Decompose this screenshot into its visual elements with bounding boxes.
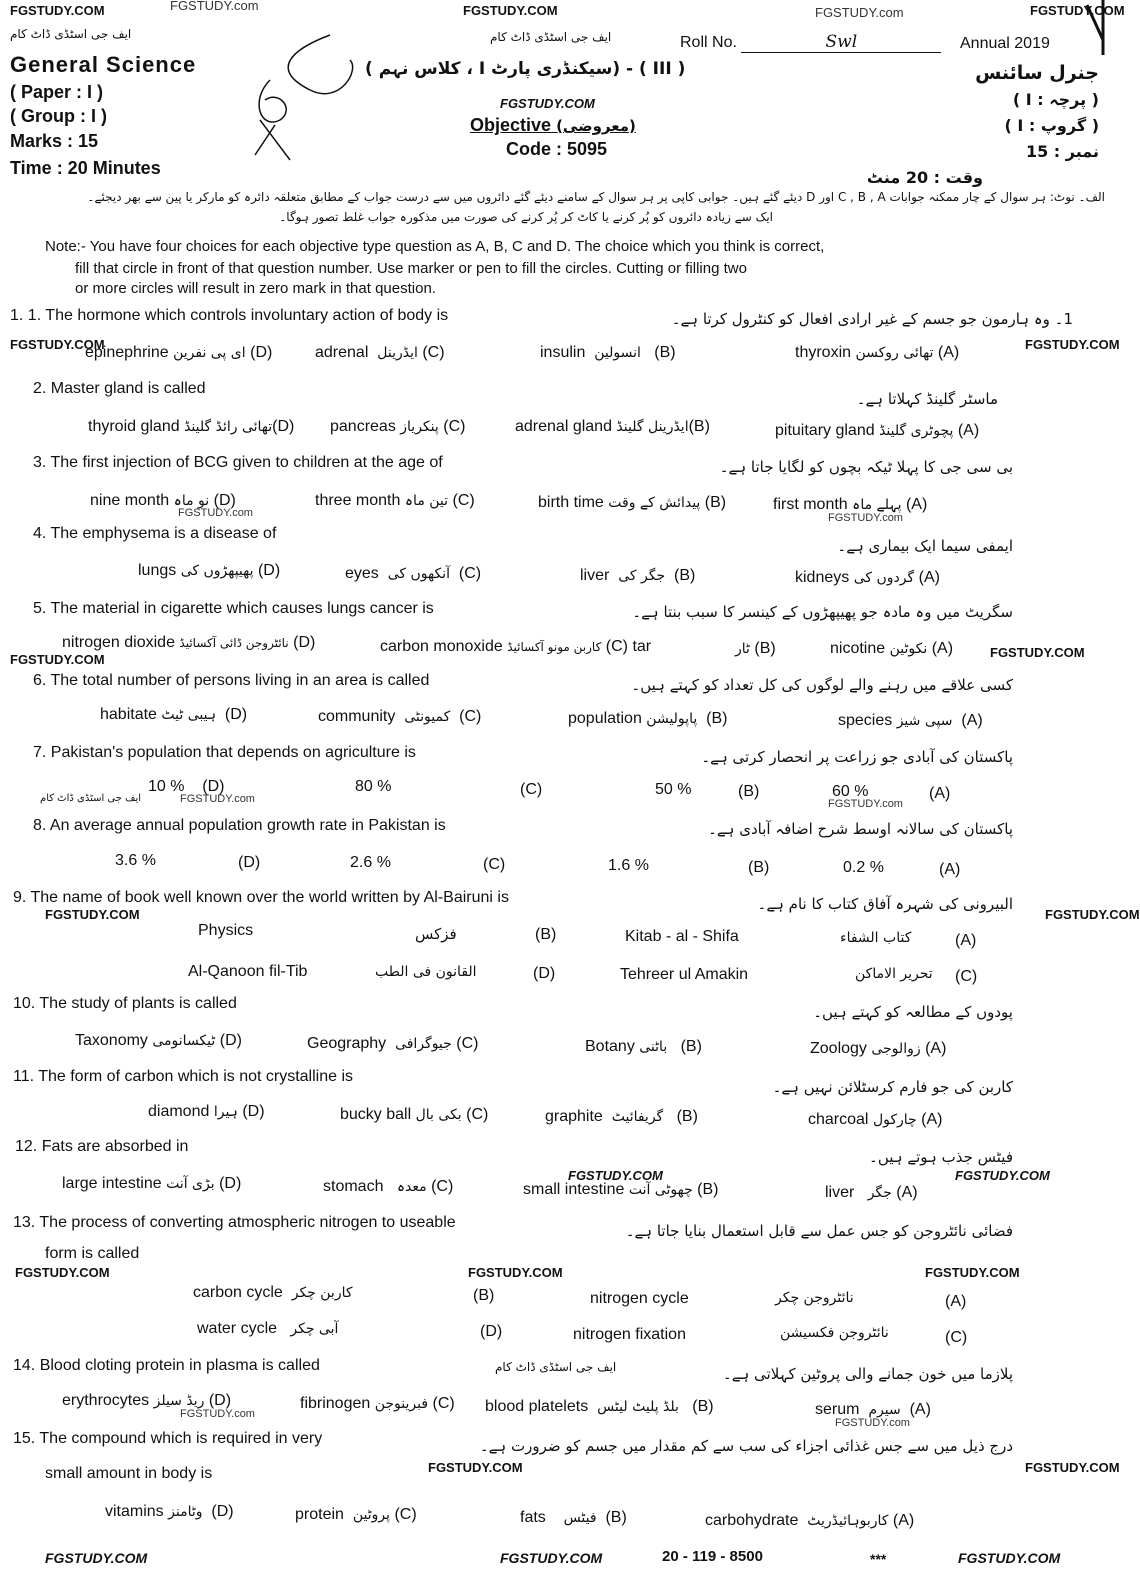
question-10-urdu: پودوں کے مطالعہ کو کہتے ہیں۔ [813, 1003, 1013, 1021]
q8-option-c: 2.6 % [350, 854, 391, 871]
q2-option-b: adrenal gland ایڈرینل گلینڈ(B) [515, 418, 710, 435]
footer-watermark-center: FGSTUDY.COM [500, 1550, 603, 1566]
note-urdu-line-2: ایک سے زیادہ دائروں کو پُر کرنے یا کاٹ کر پُر کرنے کی صورت میں مذکورہ جواب غلط تصور ہوگا۔ [279, 210, 773, 224]
urdu-watermark-left: ایف جی اسٹڈی ڈاٹ کام [10, 27, 132, 41]
q8-label-c: (C) [483, 856, 506, 873]
q3-option-b: birth time پیدائش کے وقت (B) [538, 494, 727, 511]
question-4: 4. The emphysema is a disease of [33, 525, 277, 542]
q1-option-b: insulin انسولین (B) [540, 344, 676, 361]
q13-option-b: carbon cycle کاربن چکر [193, 1284, 353, 1301]
q9-option-b: Physics [198, 922, 254, 939]
watermark: FGSTUDY.COM [990, 645, 1085, 660]
watermark-top-right-thin: FGSTUDY.com [815, 5, 904, 20]
q2-option-a: pituitary gland پچوٹری گلینڈ (A) [775, 422, 980, 439]
note-en-line-3: or more circles will result in zero mark in that question. [75, 280, 436, 297]
question-8-urdu: پاکستان کی سالانہ اوسط شرح اضافہ آبادی ہے۔ [708, 820, 1013, 838]
footer-stars: *** [870, 1551, 887, 1567]
q9-option-d-urdu: القانون فی الطب [375, 964, 477, 980]
question-6: 6. The total number of persons living in an area is called [33, 672, 430, 689]
question-15-urdu: درج ذیل میں سے جس غذائی اجزاء کی سب سے کم مقدار میں جسم کو ضرورت ہے۔ [479, 1437, 1013, 1455]
q13-label-b: (B) [473, 1287, 495, 1304]
marks-label: Marks : 15 [10, 131, 99, 151]
watermark: FGSTUDY.COM [15, 1265, 110, 1280]
question-13-urdu: فضائی نائٹروجن کو جس عمل سے قابل استعمال بنایا جاتا ہے۔ [625, 1222, 1013, 1240]
question-5-urdu: سگریٹ میں وہ مادہ جو پھیپھڑوں کے کینسر کا سبب بنتا ہے۔ [632, 603, 1013, 621]
q9-label-a: (A) [955, 932, 977, 949]
time-label-urdu: وقت : 20 منٹ [866, 168, 983, 187]
question-2-urdu: ماسٹر گلینڈ کہلاتا ہے۔ [856, 390, 998, 408]
footer-paper-code: 20 - 119 - 8500 [662, 1548, 763, 1565]
class-label-urdu: ( III ) - (سیکنڈری پارٹ I ، کلاس نہم ) [365, 59, 686, 79]
q1-option-d: epinephrine ای پی نفرین (D) [85, 344, 273, 361]
q13-option-a-urdu: نائٹروجن چکر [775, 1290, 854, 1306]
q14-option-a: serum سیرم (A) [815, 1401, 931, 1418]
q6-option-a: species سپی شیز (A) [838, 712, 983, 729]
question-1-urdu: 1۔ وہ ہارمون جو جسم کے غیر ارادی افعال کو کنٹرول کرتا ہے۔ [671, 310, 1073, 328]
watermark: FGSTUDY.COM [468, 1265, 563, 1280]
q6-option-d: habitate ہیبی ٹیٹ (D) [100, 706, 248, 723]
q2-option-d: thyroid gland تھائی رائڈ گلینڈ(D) [88, 418, 295, 435]
q12-option-c: stomach معدہ (C) [323, 1178, 454, 1195]
q11-option-d: diamond ہیرا (D) [148, 1103, 265, 1120]
watermark-top-right: FGSTUDY.COM [1030, 3, 1125, 18]
q13-label-d: (D) [480, 1323, 503, 1340]
watermark: FGSTUDY.com [180, 793, 255, 805]
q15-option-b: fats فیٹس (B) [520, 1509, 627, 1526]
q1-option-a: thyroxin تھائی روکسن (A) [795, 344, 960, 361]
q9-option-c: Tehreer ul Amakin [620, 966, 749, 983]
subject-title: General Science [10, 52, 197, 77]
watermark: FGSTUDY.COM [1025, 337, 1120, 352]
q9-label-b: (B) [535, 926, 557, 943]
q13-option-a: nitrogen cycle [590, 1290, 689, 1307]
q10-option-b: Botany باٹنی (B) [585, 1038, 702, 1055]
q13-label-a: (A) [945, 1293, 967, 1310]
watermark: FGSTUDY.com [828, 798, 903, 810]
q12-option-d: large intestine بڑی آنت (D) [62, 1175, 242, 1192]
paper-label-urdu: ( پرچہ : I ) [1012, 90, 1099, 109]
roll-label: Roll No. [680, 34, 737, 51]
q8-label-b: (B) [748, 859, 770, 876]
q11-option-b: graphite گریفائیٹ (B) [545, 1108, 698, 1125]
q8-label-d: (D) [238, 854, 261, 871]
question-9-urdu: البیرونی کی شہرہ آفاق کتاب کا نام ہے۔ [757, 895, 1013, 913]
code-label: Code : 5095 [506, 139, 608, 159]
question-15-cont: small amount in body is [45, 1465, 213, 1482]
q6-option-c: community کمیونٹی (C) [318, 708, 482, 725]
q9-label-c: (C) [955, 968, 978, 985]
question-6-urdu: کسی علاقے میں رہنے والے لوگوں کی کل تعداد کو کہتے ہیں۔ [631, 676, 1013, 694]
q3-option-c: three month تین ماہ (C) [315, 492, 475, 509]
q14-option-b: blood platelets بلڈ پلیٹ لیٹس (B) [485, 1398, 714, 1415]
q3-option-d: nine month نو ماہ (D) [90, 492, 236, 509]
watermark: FGSTUDY.com [180, 1408, 255, 1420]
watermark: FGSTUDY.COM [568, 1168, 663, 1183]
time-label: Time : 20 Minutes [10, 158, 161, 178]
urdu-watermark-center: ایف جی اسٹڈی ڈاٹ کام [490, 30, 612, 44]
q5-option-c: carbon monoxide کاربن مونو آکسائیڈ (C) tar [380, 638, 652, 655]
group-label-urdu: ( گروپ : I ) [1004, 116, 1099, 135]
strike-mark-icon [1085, 0, 1107, 60]
q12-option-b: small intestine چھوٹی آنت (B) [523, 1181, 719, 1198]
question-7-urdu: پاکستان کی آبادی جو زراعت پر انحصار کرتی ہے۔ [701, 748, 1013, 766]
watermark: FGSTUDY.COM [428, 1460, 523, 1475]
question-15: 15. The compound which is required in very [13, 1430, 323, 1447]
watermark: FGSTUDY.COM [1025, 1460, 1120, 1475]
q7-label-c: (C) [520, 781, 543, 798]
q7-option-a: 60 % [832, 783, 869, 800]
q9-option-d: Al-Qanoon fil-Tib [188, 963, 308, 980]
question-10: 10. The study of plants is called [13, 995, 237, 1012]
paper-label: ( Paper : I ) [10, 82, 104, 102]
q4-option-a: kidneys گردوں کی (A) [795, 569, 940, 586]
watermark: FGSTUDY.COM [45, 907, 140, 922]
question-12: 12. Fats are absorbed in [15, 1138, 189, 1155]
question-11-urdu: کاربن کی جو فارم کرسٹلائن نہیں ہے۔ [772, 1078, 1013, 1096]
question-13-cont: form is called [45, 1245, 140, 1262]
watermark: FGSTUDY.com [835, 1417, 910, 1429]
watermark: FGSTUDY.COM [955, 1168, 1050, 1183]
watermark-top-center-left: FGSTUDY.com [170, 0, 259, 13]
section-label: Objective (معروضی) [470, 115, 636, 135]
note-urdu-line-1: الف۔ نوٹ: ہر سوال کے چار ممکنہ جوابات C , B , A اور D دیئے گئے ہیں۔ جوابی کاپی پر ہر سوال کے سامنے دیئے گئے دائروں میں سے درست جواب کے مطابق متعلقہ دائرہ کو مارکر یا پین سے بھر دیجئے۔ [87, 190, 1105, 204]
q15-option-c: protein پروٹین (C) [295, 1506, 417, 1523]
watermark: FGSTUDY.com [178, 507, 253, 519]
q14-option-c: fibrinogen فبرینوجن (C) [300, 1395, 455, 1412]
q10-option-d: Taxonomy ٹیکسانومی (D) [75, 1032, 242, 1049]
note-en-line-2: fill that circle in front of that question number. Use marker or pen to fill the circles. Cutting or filling two [75, 260, 747, 277]
subject-title-urdu: جنرل سائنس [975, 62, 1099, 84]
question-2: 2. Master gland is called [33, 380, 206, 397]
q8-label-a: (A) [939, 861, 961, 878]
q2-option-c: pancreas پنکریاز (C) [330, 418, 466, 435]
q10-option-a: Zoology زوالوجی (A) [810, 1040, 947, 1057]
q15-option-a: carbohydrate کاربوہائیڈریٹ (A) [705, 1512, 915, 1529]
question-13: 13. The process of converting atmospheric nitrogen to useable [13, 1214, 456, 1231]
q4-option-b: liver جگر کی (B) [580, 567, 696, 584]
q9-label-d: (D) [533, 965, 556, 982]
q7-label-b: (B) [738, 783, 760, 800]
q4-option-c: eyes آنکھوں کی (C) [345, 565, 482, 582]
watermark-top-left: FGSTUDY.COM [10, 3, 105, 18]
q8-option-d: 3.6 % [115, 852, 156, 869]
question-5: 5. The material in cigarette which causes lungs cancer is [33, 600, 434, 617]
q6-option-b: population پاپولیشن (B) [568, 710, 728, 727]
question-8: 8. An average annual population growth rate in Pakistan is [33, 817, 446, 834]
question-7: 7. Pakistan's population that depends on agriculture is [33, 744, 416, 761]
q9-option-a-urdu: کتاب الشفاء [840, 930, 912, 946]
q8-option-a: 0.2 % [843, 859, 884, 876]
question-12-urdu: فیٹس جذب ہوتے ہیں۔ [869, 1148, 1013, 1166]
q7-option-d: 10 % (D) [148, 778, 225, 795]
q5-option-b: ٹار (B) [735, 640, 776, 657]
footer-watermark-left: FGSTUDY.COM [45, 1550, 148, 1566]
question-1: 1. 1. The hormone which controls involuntary action of body is [10, 307, 449, 324]
q7-option-b: 50 % [655, 781, 692, 798]
urdu-watermark: ایف جی اسٹڈی ڈاٹ کام [495, 1360, 617, 1374]
q7-option-c: 80 % [355, 778, 392, 795]
q3-option-a: first month پہلے ماہ (A) [773, 496, 928, 513]
watermark-top-center: FGSTUDY.COM [463, 3, 558, 18]
q13-option-c-urdu: نائٹروجن فکسیشن [780, 1325, 889, 1341]
q13-option-d: water cycle آبی چکر [197, 1320, 339, 1337]
question-3: 3. The first injection of BCG given to children at the age of [33, 454, 443, 471]
q13-option-c: nitrogen fixation [573, 1326, 686, 1343]
q5-option-d: nitrogen dioxide نائٹروجن ڈائی آکسائیڈ (D) [62, 634, 316, 651]
watermark: FGSTUDY.COM [10, 652, 105, 667]
watermark: FGSTUDY.COM [925, 1265, 1020, 1280]
question-14-urdu: پلازما میں خون جمانے والی پروٹین کہلاتی ہے۔ [722, 1365, 1013, 1383]
q1-option-c: adrenal ایڈرینل (C) [315, 344, 445, 361]
q12-option-a: liver جگر (A) [825, 1184, 918, 1201]
watermark-header-mid: FGSTUDY.COM [500, 96, 595, 111]
question-14: 14. Blood cloting protein in plasma is called [13, 1357, 320, 1374]
q11-option-c: bucky ball بکی بال (C) [340, 1106, 489, 1123]
q14-option-d: erythrocytes ریڈ سیلز (D) [62, 1392, 232, 1409]
q9-option-b-urdu: فزکس [415, 925, 457, 943]
question-9: 9. The name of book well known over the world written by Al-Bairuni is [13, 889, 509, 906]
urdu-watermark: ایف جی اسٹڈی ڈاٹ کام [40, 793, 142, 804]
q7-label-a: (A) [929, 785, 951, 802]
roll-number-field [680, 32, 941, 53]
roll-value: Swl [741, 32, 941, 53]
q15-option-d: vitamins وٹامنز (D) [105, 1503, 234, 1520]
q11-option-a: charcoal چارکول (A) [808, 1111, 943, 1128]
note-en-line-1: Note:- You have four choices for each objective type question as A, B, C and D. The choice which you think is correct, [45, 238, 825, 255]
q9-option-c-urdu: تحریر الاماکن [855, 966, 933, 982]
q5-option-a: nicotine نکوٹین (A) [830, 640, 954, 657]
q4-option-d: lungs پھیپھڑوں کی (D) [138, 562, 281, 579]
signature-icon [250, 30, 400, 170]
footer-watermark-right: FGSTUDY.COM [958, 1550, 1061, 1566]
q8-option-b: 1.6 % [608, 857, 649, 874]
q10-option-c: Geography جیوگرافی (C) [307, 1035, 479, 1052]
marks-label-urdu: نمبر : 15 [1025, 142, 1099, 161]
q13-label-c: (C) [945, 1329, 968, 1346]
watermark: FGSTUDY.com [828, 512, 903, 524]
question-4-urdu: ایمفی سیما ایک بیماری ہے۔ [837, 537, 1013, 555]
question-3-urdu: بی سی جی کا پہلا ٹیکہ بچوں کو لگایا جاتا ہے۔ [719, 458, 1013, 476]
watermark: FGSTUDY.COM [1045, 907, 1140, 922]
watermark: FGSTUDY.COM [10, 337, 105, 352]
session-label: Annual 2019 [960, 35, 1050, 52]
question-11: 11. The form of carbon which is not crystalline is [13, 1068, 354, 1085]
group-label: ( Group : I ) [10, 106, 107, 126]
q9-option-a: Kitab - al - Shifa [625, 928, 739, 945]
